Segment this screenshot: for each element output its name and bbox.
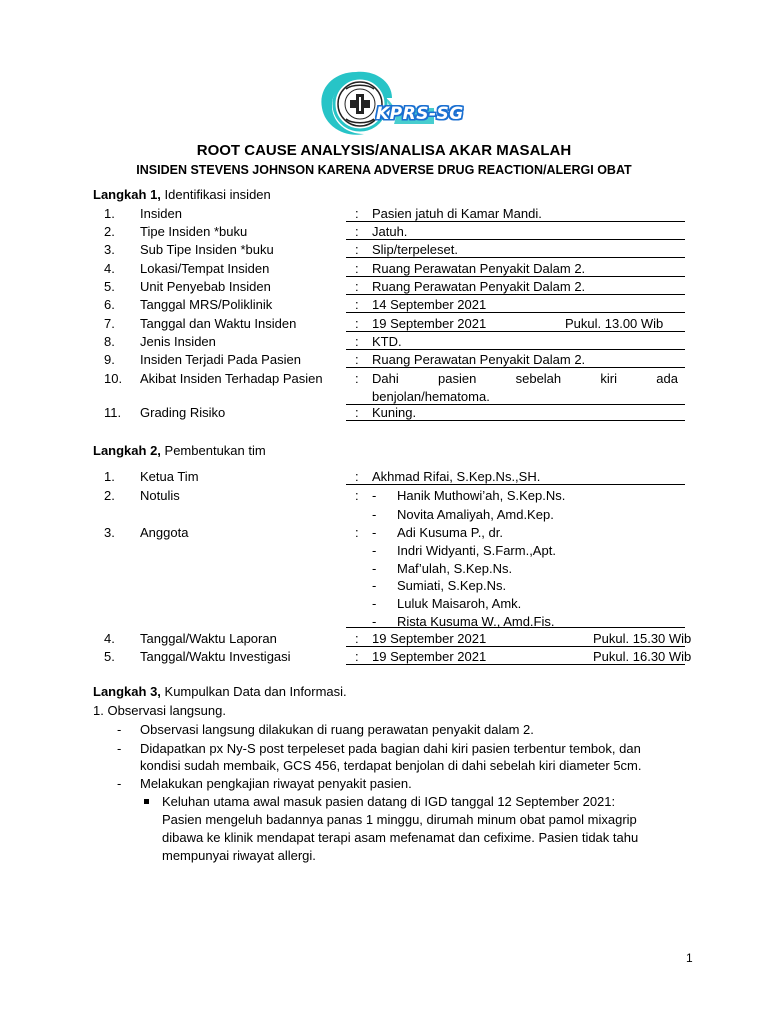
row-number: 4. [104, 631, 115, 646]
member-name: Rista Kusuma W., Amd.Fis. [397, 614, 555, 629]
langkah1-heading-rest: Identifikasi insiden [160, 187, 271, 202]
langkah1-heading-bold: Langkah 1, [93, 187, 161, 202]
row-colon: : [355, 371, 359, 386]
team-member [0, 525, 768, 543]
row-number: 9. [104, 352, 115, 367]
row-label: Tipe Insiden *buku [140, 224, 248, 239]
page-number: 1 [686, 951, 693, 965]
team-member [0, 561, 768, 579]
row-colon: : [355, 352, 359, 367]
row-label: Unit Penyebab Insiden [140, 279, 271, 294]
identifikasi-row [0, 371, 768, 389]
member-name: Adi Kusuma P., dr. [397, 525, 503, 540]
row-value: KTD. [372, 334, 402, 349]
team-member [0, 596, 768, 614]
member-name: Maf’ulah, S.Kep.Ns. [397, 560, 513, 576]
row-value: Ruang Perawatan Penyakit Dalam 2. [372, 261, 586, 276]
member-dash: - [372, 596, 377, 612]
member-name: Hanik Muthowi’ah, S.Kep.Ns. [397, 488, 566, 503]
row-label: Grading Risiko [140, 405, 226, 420]
bullet-text-continued: kondisi sudah membaik, GCS 456, terdapat benjolan di dahi sebelah kiri diameter 5cm. [140, 758, 642, 773]
member-dash: - [372, 578, 377, 594]
row-colon: : [355, 261, 359, 276]
langkah2-heading-bold: Langkah 2, [93, 443, 161, 458]
square-bullet-line: mempunyai riwayat allergi. [162, 848, 316, 863]
row-colon: : [355, 649, 359, 664]
row-label: Sub Tipe Insiden *buku [140, 242, 274, 257]
bullet-text: Didapatkan px Ny-S post terpeleset pada bagian dahi kiri pasien terbentur tembok, dan [140, 741, 641, 756]
langkah2-heading [93, 443, 266, 458]
row-value: Akhmad Rifai, S.Kep.Ns.,SH. [372, 469, 541, 484]
langkah3-heading-bold: Langkah 3, [93, 684, 161, 699]
underline [346, 420, 685, 421]
member-name: Indri Widyanti, S.Farm.,Apt. [397, 542, 556, 558]
bullet-text: Melakukan pengkajian riwayat penyakit pasien. [140, 776, 412, 791]
member-dash: - [372, 506, 377, 522]
row-time: Pukul. 16.30 Wib [593, 649, 692, 664]
row-number: 7. [104, 316, 115, 331]
underline [346, 276, 685, 277]
row-value: 14 September 2021 [372, 297, 487, 312]
row-number: 11. [104, 405, 122, 420]
row-colon: : [355, 405, 359, 420]
row-label: Lokasi/Tempat Insiden [140, 261, 270, 276]
row-number: 5. [104, 649, 115, 664]
row-colon: : [355, 469, 359, 484]
row-number: 3. [104, 525, 115, 540]
row-value: Ruang Perawatan Penyakit Dalam 2. [372, 352, 586, 367]
underline [346, 646, 685, 647]
row-label: Anggota [140, 525, 189, 540]
bullet-dash: - [117, 741, 122, 756]
row-label: Notulis [140, 488, 180, 503]
row-number: 10. [104, 371, 123, 386]
row-value: 19 September 2021 [372, 316, 487, 331]
underline [346, 331, 685, 332]
bullet-dash: - [117, 722, 122, 737]
row-colon: : [355, 224, 359, 239]
langkah2-heading-rest: Pembentukan tim [160, 443, 266, 458]
row-label: Insiden [140, 206, 182, 221]
row-colon: : [355, 334, 359, 349]
bullet-dash: - [117, 776, 122, 791]
langkah1-heading [93, 187, 271, 202]
member-dash: - [372, 525, 377, 540]
member-name: Luluk Maisaroh, Amk. [397, 596, 522, 612]
row-number: 2. [104, 488, 115, 503]
square-bullet-heading: Keluhan utama awal masuk pasien datang di IGD tanggal 12 September 2021: [162, 794, 616, 809]
row-value: 19 September 2021 [372, 649, 487, 664]
member-name: Sumiati, S.Kep.Ns. [397, 578, 507, 594]
row-colon: : [355, 206, 359, 221]
row-number: 4. [104, 261, 115, 276]
row-label: Akibat Insiden Terhadap Pasien [140, 371, 323, 386]
document-subtitle: INSIDEN STEVENS JOHNSON KARENA ADVERSE DRUG REACTION/ALERGI OBAT [136, 163, 632, 177]
row-number: 6. [104, 297, 115, 312]
row-label: Insiden Terjadi Pada Pasien [140, 352, 301, 367]
document-title: ROOT CAUSE ANALYSIS/ANALISA AKAR MASALAH [196, 142, 572, 159]
row-colon: : [355, 631, 359, 646]
row-value: Jatuh. [372, 224, 408, 239]
team-member [0, 614, 768, 632]
member-dash: - [372, 614, 377, 629]
row-label: Ketua Tim [140, 469, 199, 484]
row-colon: : [355, 279, 359, 294]
underline [346, 664, 685, 665]
row-label: Tanggal dan Waktu Insiden [140, 316, 297, 331]
underline [346, 484, 685, 485]
underline [346, 221, 685, 222]
langkah3-heading [93, 684, 347, 699]
logo-brand-text: KPRS-SG [376, 104, 464, 124]
bullet-text: Observasi langsung dilakukan di ruang perawatan penyakit dalam 2. [140, 722, 534, 737]
team-member [0, 578, 768, 596]
row-value-continued: benjolan/hematoma. [372, 389, 490, 404]
row-value: Pasien jatuh di Kamar Mandi. [372, 206, 542, 221]
square-bullet-icon [144, 799, 149, 804]
member-dash: - [372, 488, 377, 503]
row-colon: : [355, 488, 359, 503]
row-number: 8. [104, 334, 115, 349]
row-colon: : [355, 242, 359, 257]
row-label: Tanggal/Waktu Investigasi [140, 649, 291, 664]
row-value: Ruang Perawatan Penyakit Dalam 2. [372, 279, 586, 294]
team-member [0, 543, 768, 561]
row-label: Tanggal/Waktu Laporan [140, 631, 277, 646]
underline [346, 257, 685, 258]
row-number: 1. [104, 469, 115, 484]
team-member [0, 488, 768, 506]
square-bullet-line: dibawa ke klinik mendapat terapi asam mefenamat dan cefixime. Pasien tidak tahu [162, 830, 639, 845]
row-value: Slip/terpeleset. [372, 242, 458, 257]
underline [346, 312, 685, 313]
row-time: Pukul. 15.30 Wib [593, 631, 692, 646]
row-label: Jenis Insiden [140, 334, 216, 349]
row-number: 5. [104, 279, 115, 294]
underline [346, 627, 685, 628]
row-number: 3. [104, 242, 115, 257]
row-colon: : [355, 316, 359, 331]
team-member [0, 507, 768, 525]
member-dash: - [372, 560, 377, 576]
row-colon: : [355, 525, 359, 540]
row-number: 1. [104, 206, 115, 221]
row-label: Tanggal MRS/Poliklinik [140, 297, 273, 312]
langkah3-heading-rest: Kumpulkan Data dan Informasi. [160, 684, 347, 699]
underline [346, 349, 685, 350]
row-colon: : [355, 297, 359, 312]
row-value: 19 September 2021 [372, 631, 487, 646]
square-bullet-line: Pasien mengeluh badannya panas 1 minggu, dirumah minum obat pamol mixagrip [162, 812, 637, 827]
observasi-item: 1. Observasi langsung. [93, 703, 226, 718]
member-name: Novita Amaliyah, Amd.Kep. [397, 506, 554, 522]
row-number: 2. [104, 224, 115, 239]
underline [346, 239, 685, 240]
row-value: Dahi pasien sebelah kiri ada [372, 371, 678, 386]
member-dash: - [372, 542, 377, 558]
underline [346, 367, 685, 368]
row-value: Kuning. [372, 405, 417, 420]
underline [346, 294, 685, 295]
hospital-logo [316, 64, 476, 144]
row-time: Pukul. 13.00 Wib [565, 316, 664, 331]
